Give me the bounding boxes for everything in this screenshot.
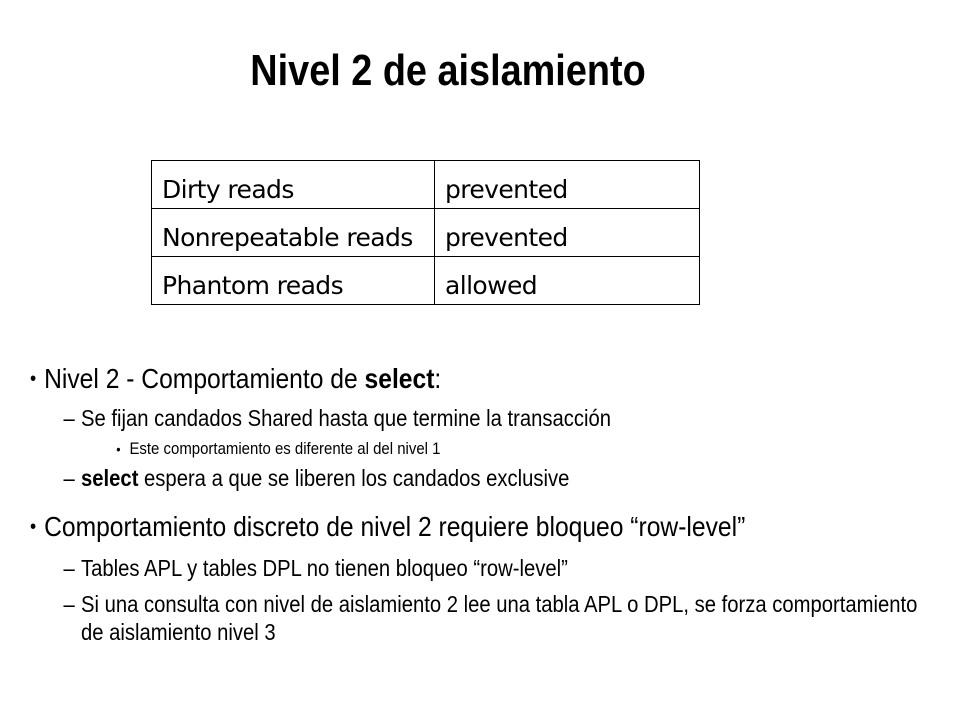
cell-text: Phantom reads [162, 271, 344, 300]
sub-bullet-item [30, 464, 840, 492]
cell-text: Dirty reads [162, 175, 294, 204]
sub-bullet-item [30, 404, 840, 432]
dash-icon: – [63, 555, 75, 581]
table-cell-status [435, 209, 700, 257]
sub-bullet-text: Tables APL y tables DPL no tienen bloqueo “row-level” [81, 555, 568, 581]
bullet-icon: • [30, 368, 37, 390]
dash-icon: – [63, 591, 75, 617]
sub-sub-bullet-item [30, 438, 840, 460]
table-cell-status [435, 161, 700, 209]
dash-icon: – [63, 405, 75, 431]
bullet-text: Comportamiento discreto de nivel 2 requiere bloqueo “row-level” [44, 511, 746, 542]
bullet-item [30, 362, 840, 396]
sub-bullet-text: Se fijan candados Shared hasta que termine la transacción [81, 405, 611, 431]
bullet-item [30, 510, 840, 544]
sub-bullet-text: espera a que se liberen los candados exclusive [138, 465, 570, 491]
sub-bullet-item [30, 590, 926, 646]
sub-bullet-item [30, 554, 840, 582]
sub-bullet-text: Si una consulta con nivel de aislamiento 2 lee una tabla APL o DPL, se forza comportamiento de aislamiento nivel 3 [81, 591, 918, 645]
table-cell-phenomenon [152, 257, 435, 305]
dash-icon: – [63, 465, 75, 491]
isolation-table [151, 160, 700, 305]
bullet-icon: • [116, 441, 121, 457]
table-row [152, 257, 700, 305]
bullet-icon: • [30, 516, 37, 538]
table-row [152, 209, 700, 257]
table-cell-phenomenon [152, 209, 435, 257]
cell-text: prevented [445, 175, 568, 204]
table-row [152, 161, 700, 209]
table-cell-status [435, 257, 700, 305]
table-cell-phenomenon [152, 161, 435, 209]
cell-text: allowed [445, 271, 538, 300]
bullet-text: Nivel 2 - Comportamiento de [44, 363, 365, 394]
sub-bullet-bold-text: select [81, 465, 139, 491]
sub-sub-bullet-text: Este comportamiento es diferente al del nivel 1 [129, 439, 441, 458]
bullet-suffix: : [434, 363, 442, 394]
bullet-list [30, 362, 950, 646]
cell-text: Nonrepeatable reads [162, 223, 413, 252]
slide-title: Nivel 2 de aislamiento [250, 46, 646, 95]
bullet-bold-text: select [364, 363, 435, 394]
cell-text: prevented [445, 223, 568, 252]
